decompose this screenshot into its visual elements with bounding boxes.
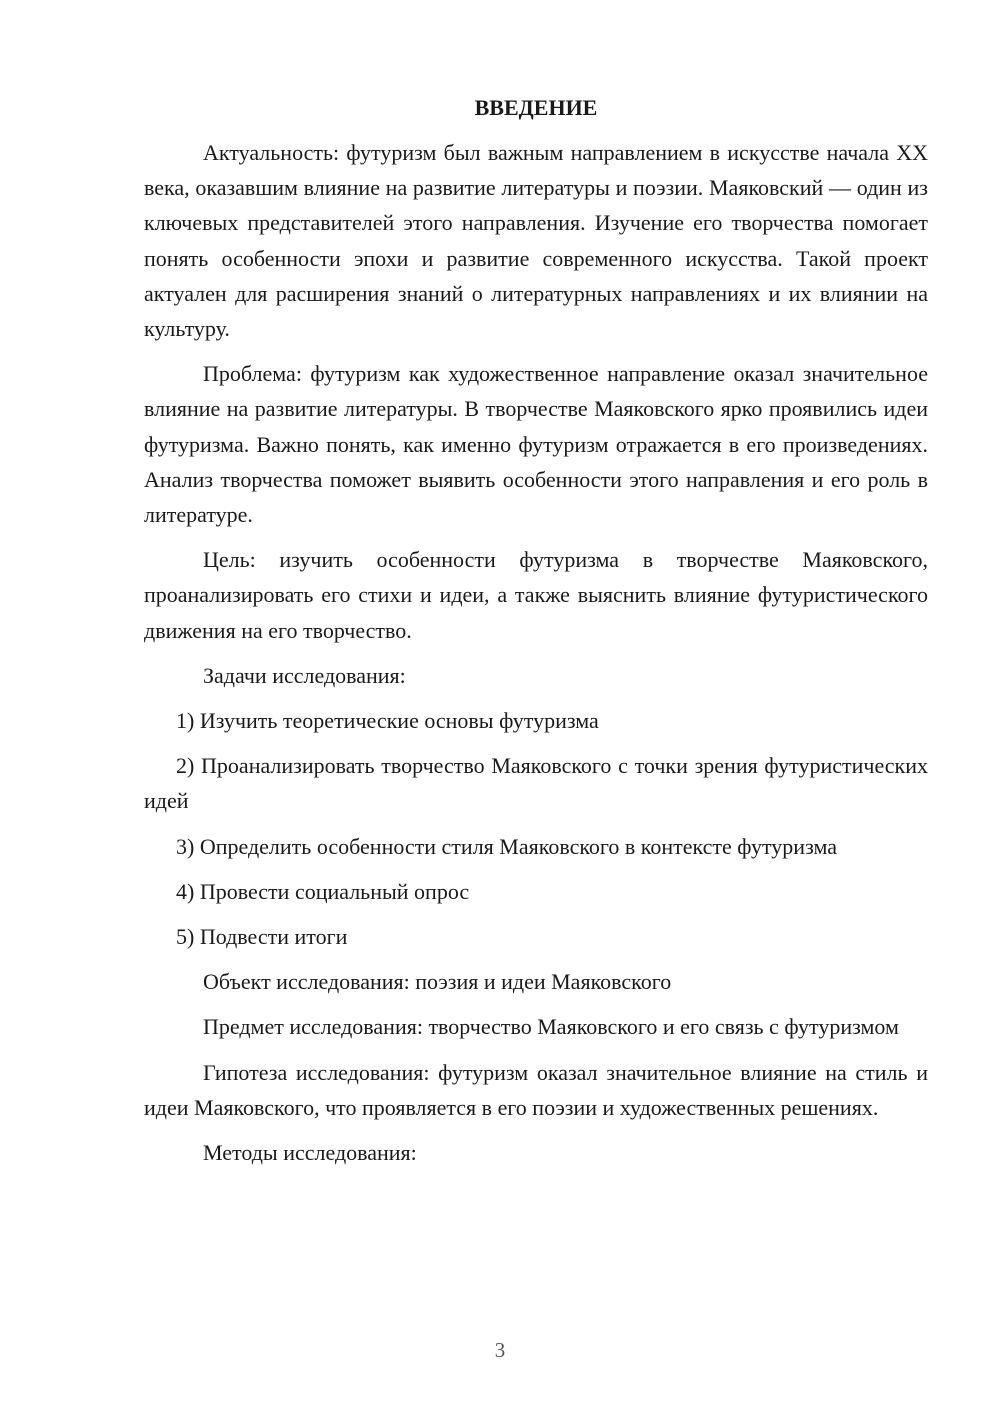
- object-paragraph: Объект исследования: поэзия и идеи Маяковского: [203, 969, 672, 995]
- section-title: ВВЕДЕНИЕ: [474, 95, 598, 120]
- tasks-heading: Задачи исследования:: [203, 662, 406, 688]
- goal-paragraph: Цель: изучить особенности футуризма в творчестве Маяковского, проанализировать его стихи и идеи, а также выяснить влияние футуристического движения на его творчество.: [144, 547, 928, 643]
- page-number: 3: [494, 1338, 506, 1362]
- problem-paragraph: Проблема: футуризм как художественное направление оказал значительное влияние на развитие литературы. В творчестве Маяковского ярко проявились идеи футуризма. Важно понять, как именно футуризм отражается в его произведениях. Анализ творчества поможет выявить особенности этого направления и его роль в литературе.: [144, 361, 928, 528]
- task-item: 5) Подвести итоги: [176, 924, 348, 950]
- hypothesis-paragraph: Гипотеза исследования: футуризм оказал значительное влияние на стиль и идеи Маяковского, что проявляется в его поэзии и художественных решениях.: [144, 1059, 928, 1120]
- task-item: 1) Изучить теоретические основы футуризма: [176, 708, 599, 734]
- relevance-paragraph: Актуальность: футуризм был важным направлением в искусстве начала XX века, оказавшим влияние на развитие литературы и поэзии. Маяковский — один из ключевых представителей этого направления. Изучение его творчества помогает понять особенности эпохи и развитие современного искусства. Такой проект актуален для расширения знаний о литературных направлениях и их влиянии на культуру.: [144, 140, 928, 342]
- task-item: 4) Провести социальный опрос: [176, 878, 470, 904]
- task-item: 2) Проанализировать творчество Маяковского с точки зрения футуристических идей: [144, 753, 928, 814]
- subject-paragraph: Предмет исследования: творчество Маяковского и его связь с футуризмом: [203, 1014, 899, 1040]
- methods-heading: Методы исследования:: [203, 1140, 417, 1166]
- task-item: 3) Определить особенности стиля Маяковского в контексте футуризма: [176, 833, 837, 859]
- page-content: [144, 90, 928, 1180]
